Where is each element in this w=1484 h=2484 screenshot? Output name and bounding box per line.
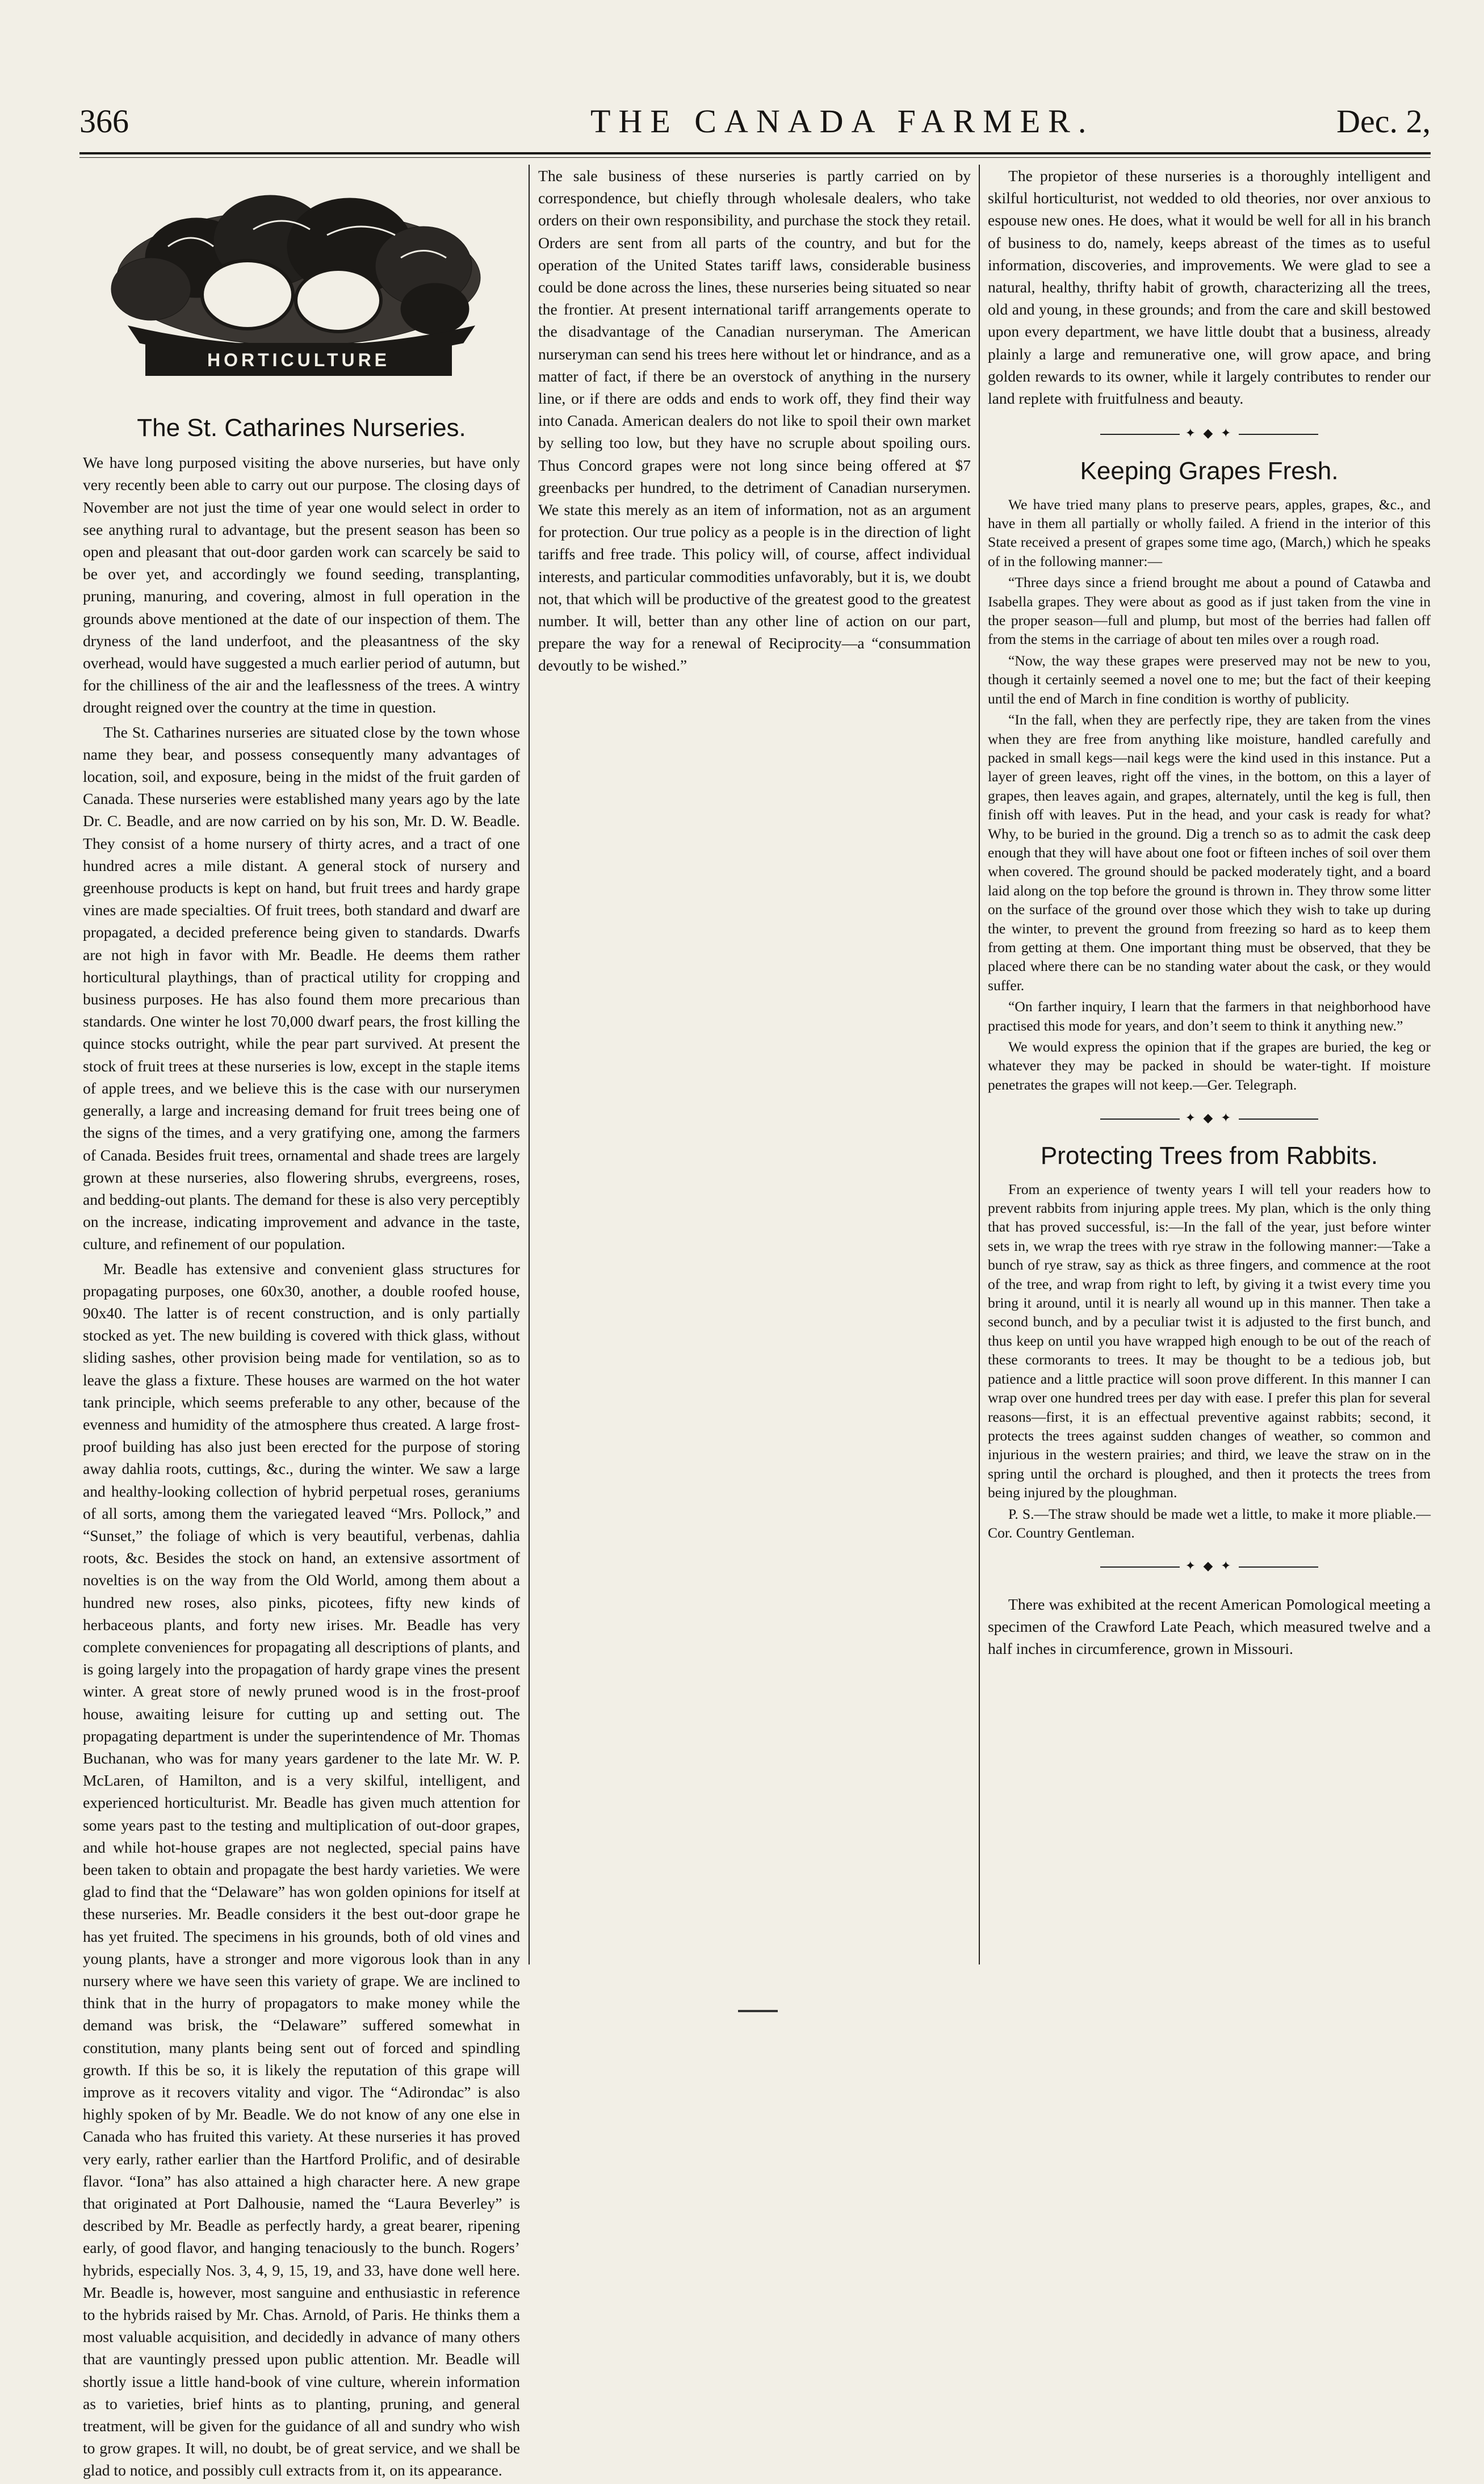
column-2: [538, 165, 971, 679]
section-ornament: ✦ ◆ ✦: [988, 422, 1431, 444]
article-paragraph: “In the fall, when they are perfectly ripe, they are taken from the vines when they are free from anything like moisture, handled carefully and packed in small kegs—nail kegs were the kind used in this instance. Put a layer of green leaves, right off the vines, in the bottom, on this a layer of grapes, then leaves again, and grapes, alternately, until the keg is full, then finish off with leaves. Put in the head, and your cask is ready for what? Why, to be buried in the ground. Dig a trench so as to admit the cask deep enough that they will have about one foot or fifteen inches of soil over them when covered. The ground should be packed moderately tight, and a board laid along on the top before the ground is thrown in. They throw some litter on the surface of the ground over those which they wish to take up during the winter, to prevent the ground from freezing so hard as to keep them from getting at them. One important thing must be observed, that they be placed where there can be no standing water about the cask, or they would suffer.: [988, 711, 1431, 994]
column-3: [988, 165, 1431, 1662]
article-title-rabbits: Protecting Trees from Rabbits.: [1040, 1142, 1378, 1170]
article-paragraph: Mr. Beadle has extensive and convenient glass structures for propagating purposes, one 60x30, another, a double roofed house, 90x40. The latter is of recent construction, and is only partially stocked as yet. The new building is covered with thick glass, without sliding sashes, other provision being made for ventilation, so as to leave the glass a fixture. These houses are warmed on the hot water tank principle, which seems preferable to any other, because of the evenness and humidity of the atmosphere thus created. A large frost-proof building has also just been erected for the purpose of storing away dahlia roots, cuttings, &c., during the winter. We saw a large and healthy-looking collection of hybrid perpetual roses, geraniums of all sorts, among them the variegated leaved “Mrs. Pollock,” and “Sunset,” the foliage of which is very beautiful, verbenas, dahlia roots, &c. Besides the stock on hand, an extensive assortment of novelties is on the way from the Old World, among them about a hundred new roses, also pinks, picotees, fifty new kinds of herbaceous plants, and forty new irises. Mr. Beadle has very complete conveniences for propagating all descriptions of plants, and is going largely into the propagation of hardy grape vines the present winter. A great store of newly pruned wood is in the frost-proof house, awaiting leisure for cutting up and setting out. The propagating department is under the superintendence of Mr. Thomas Buchanan, who was for many years gardener to the late Mr. W. P. McLaren, of Hamilton, and is a very skilful, intelligent, and experienced horticulturist. Mr. Beadle has given much attention for some years past to the testing and multiplication of out-door grapes, and while hot-house grapes are not neglected, special pains have been taken to obtain and propagate the best hardy varieties. We were glad to find that the “Delaware” has won golden opinions for itself at these nurseries. Mr. Beadle considers it the best out-door grape he has yet fruited. The specimens in his grounds, both of old vines and young plants, have a stronger and more vigorous look than in any nursery where we have seen this variety of grape. We are inclined to think that in the hurry of propagators to make money while the demand was brisk, the “Delaware” suffered somewhat in constitution, many plants being sent out of forced and spindling growth. If this be so, it is likely the reputation of this grape will improve as it recovers vitality and vigor. The “Adirondac” is also highly spoken of by Mr. Beadle. We do not know of any one else in Canada who has fruited this variety. At these nurseries it has proved very early, rather earlier than the Hartford Prolific, and of desirable flavor. “Iona” has also attained a high character here. A new grape that originated at Port Dalhousie, named the “Laura Beverley” is described by Mr. Beadle as perfectly hardy, a great bearer, ripening early, of good flavor, and hanging tenaciously to the bunch. Rogers’ hybrids, especially Nos. 3, 4, 9, 15, 19, and 33, have done well here. Mr. Beadle is, however, most sanguine and enthusiastic in reference to the hybrids raised by Mr. Chas. Arnold, of Paris. He thinks them a most valuable acquisition, and decidedly in advance of many others that are vauntingly pressed upon public attention. Mr. Beadle will shortly issue a little hand-book of vine culture, wherein information as to varieties, brief hints as to planting, pruning, and general treatment, will be given for the guidance of all and sundry who wish to grow grapes. It will, no doubt, be of great service, and we shall be glad to notice, and possibly cull extracts from it, on its appearance.: [83, 1259, 520, 2479]
issue-date: Dec. 2,: [1336, 103, 1431, 140]
column-1: [83, 165, 520, 2484]
article-paragraph: “Three days since a friend brought me about a pound of Catawba and Isabella grapes. They were about as good as if just taken from the vine in the proper season—full and plump, but most of the berries had fallen off from the stems in the carriage of about ten miles over a rough road.: [988, 574, 1431, 648]
section-ornament: ✦ ◆ ✦: [988, 1107, 1431, 1129]
column-divider: [529, 165, 530, 1964]
column-divider: [979, 165, 980, 1964]
article-paragraph: We have tried many plans to preserve pears, apples, grapes, &c., and have in them all partially or wholly failed. A friend in the interior of this State received a present of grapes some time ago, (March,) which he speaks of in the following manner:—: [988, 496, 1431, 569]
closing-rule: [738, 2010, 778, 2012]
section-ornament: ✦ ◆ ✦: [988, 1555, 1431, 1577]
article-title-grapes: Keeping Grapes Fresh.: [1080, 457, 1339, 485]
article-paragraph: “On farther inquiry, I learn that the farmers in that neighborhood have practised this mode for years, and don’t seem to think it anything new.”: [988, 998, 1431, 1034]
page-header: [79, 95, 1431, 152]
masthead: THE CANADA FARMER.: [590, 103, 1095, 140]
article-paragraph: We would express the opinion that if the grapes are buried, the keg or whatever they may be packed in should be water-tight. If moisture penetrates the grapes will not keep.—Ger. Telegraph.: [988, 1038, 1431, 1093]
header-rule: [79, 152, 1431, 158]
article-title-nurseries: The St. Catharines Nurseries.: [137, 414, 466, 442]
svg-text:HORTICULTURE: HORTICULTURE: [207, 350, 391, 370]
page-number: 366: [79, 103, 129, 140]
article-paragraph: The propietor of these nurseries is a thoroughly intelligent and skilful horticulturist, not wedded to old theories, nor over anxious to espouse new ones. He does, what it would be well for all in his branch of business to do, namely, keeps abreast of the times as to useful information, discoveries, and improvements. We were glad to see a natural, healthy, thrifty habit of growth, characterizing all the trees, old and young, in these grounds; and from the care and skill bestowed upon every department, we have little doubt that a business, already plainly a large and remunerative one, will grow apace, and bring golden rewards to its owner, while it largely contributes to render our land replete with fruitfulness and beauty.: [988, 167, 1431, 408]
fruit-basket-illustration: [83, 173, 514, 388]
article-paragraph: P. S.—The straw should be made wet a little, to make it more pliable.—Cor. Country Gentleman.: [988, 1505, 1431, 1541]
horticulture-emblem: [83, 173, 514, 388]
article-paragraph: The sale business of these nurseries is partly carried on by correspondence, but chiefly through wholesale dealers, who take orders on their own responsibility, and purchase the stock they retail. Orders are sent from all parts of the country, and but for the operation of the United States tariff laws, considerable business could be done across the lines, these nurseries being situated so near the frontier. At present international tariff arrangements operate to the disadvantage of the Canadian nurseryman. The American nurseryman can send his trees here without let or hindrance, and as a matter of fact, if there be an overstock of anything in the nursery line, or if there are odds and ends to work off, they find their way into Canada. American dealers do not like to spoil their own market by selling too low, but they have no scruple about spoiling ours. Thus Concord grapes were not long since being offered at $7 greenbacks per hundred, to the detriment of Canadian nurserymen. We state this merely as an item of information, not as an argument for protection. Our true policy as a people is in the direction of light tariffs and free trade. This policy will, of course, affect individual interests, and particular commodities unfavorably, but it is, we doubt not, that which will be productive of the greatest good to the greatest number. It will, better than any other line of action on our part, prepare the way for a renewal of Reciprocity—a “consummation devoutly to be wished.”: [538, 167, 971, 675]
article-paragraph: From an experience of twenty years I will tell your readers how to prevent rabbits from injuring apple trees. My plan, which is the only thing that has proved successful, is:—In the fall of the year, just before winter sets in, we wrap the trees with rye straw in the following manner:—Take a bunch of rye straw, say as thick as three fingers, and commence at the root of the tree, and wrap from right to left, by giving it a twist every time you bring it around, until it is nearly all wound up in this manner. Then take a second bunch, and by a peculiar twist it is adjusted to the first bunch, and thus keep on until you have wrapped high enough to be out of the reach of these cormorants to trees. It may be thought to be a tedious job, but patience and a little practice will soon prove different. In this manner I can wrap over one hundred trees per day with ease. I prefer this plan for several reasons—first, it is an effectual preventive against rabbits; second, it protects the trees against sudden changes of weather, so common and injurious in the western prairies; and third, we leave the straw on in the spring until the orchard is ploughed, and then it protects the trees from being injured by the ploughman.: [988, 1180, 1431, 1501]
article-paragraph: We have long purposed visiting the above nurseries, but have only very recently been able to carry out our purpose. The closing days of November are not just the time of year one would select in order to see anything rural to advantage, but the present season has been so open and pleasant that out-door garden work can scarcely be said to be over yet, and accordingly we found seeding, transplanting, pruning, manuring, and covering, almost in full operation in the grounds above mentioned at the date of our inspection of them. The dryness of the land underfoot, and the pleasantness of the sky overhead, would have suggested a much earlier period of autumn, but for the chilliness of the air and the leaflessness of the trees. A wintry drought reigned over the country at the time in question.: [83, 454, 520, 717]
peach-note: There was exhibited at the recent American Pomological meeting a specimen of the Crawford Late Peach, which measured twelve and a half inches in circumference, grown in Missouri.: [988, 1595, 1431, 1657]
article-paragraph: The St. Catharines nurseries are situated close by the town whose name they bear, and possess consequently many advantages of location, soil, and exposure, being in the midst of the fruit garden of Canada. These nurseries were established many years ago by the late Dr. C. Beadle, and are now carried on by his son, Mr. D. W. Beadle. They consist of a home nursery of thirty acres, and a tract of one hundred acres a mile distant. A general stock of nursery and greenhouse products is kept on hand, but fruit trees and hardy grape vines are made specialties. Of fruit trees, both standard and dwarf are propagated, a decided preference being given to standards. Dwarfs are not high in favor with Mr. Beadle. He deems them rather horticultural playthings, than of practical utility for cropping and business purposes. He has also found them more precarious than standards. One winter he lost 70,000 dwarf pears, the frost killing the quince stocks outright, while the pear part survived. At present the stock of fruit trees at these nurseries is low, except in the staple items of apple trees, and we believe this is the case with our nurserymen generally, a large and increasing demand for fruit trees being one of the signs of the times, and a very gratifying one, among the farmers of Canada. Besides fruit trees, ornamental and shade trees are largely grown at these nurseries, also flowering shrubs, evergreens, roses, and bedding-out plants. The demand for these is also very perceptibly on the increase, indicating improvement and advance in the taste, culture, and refinement of our population.: [83, 723, 520, 1253]
article-paragraph: “Now, the way these grapes were preserved may not be new to you, though it certainly seemed a novel one to me; but the fact of their keeping until the end of March in fine condition is worthy of publicity.: [988, 652, 1431, 707]
